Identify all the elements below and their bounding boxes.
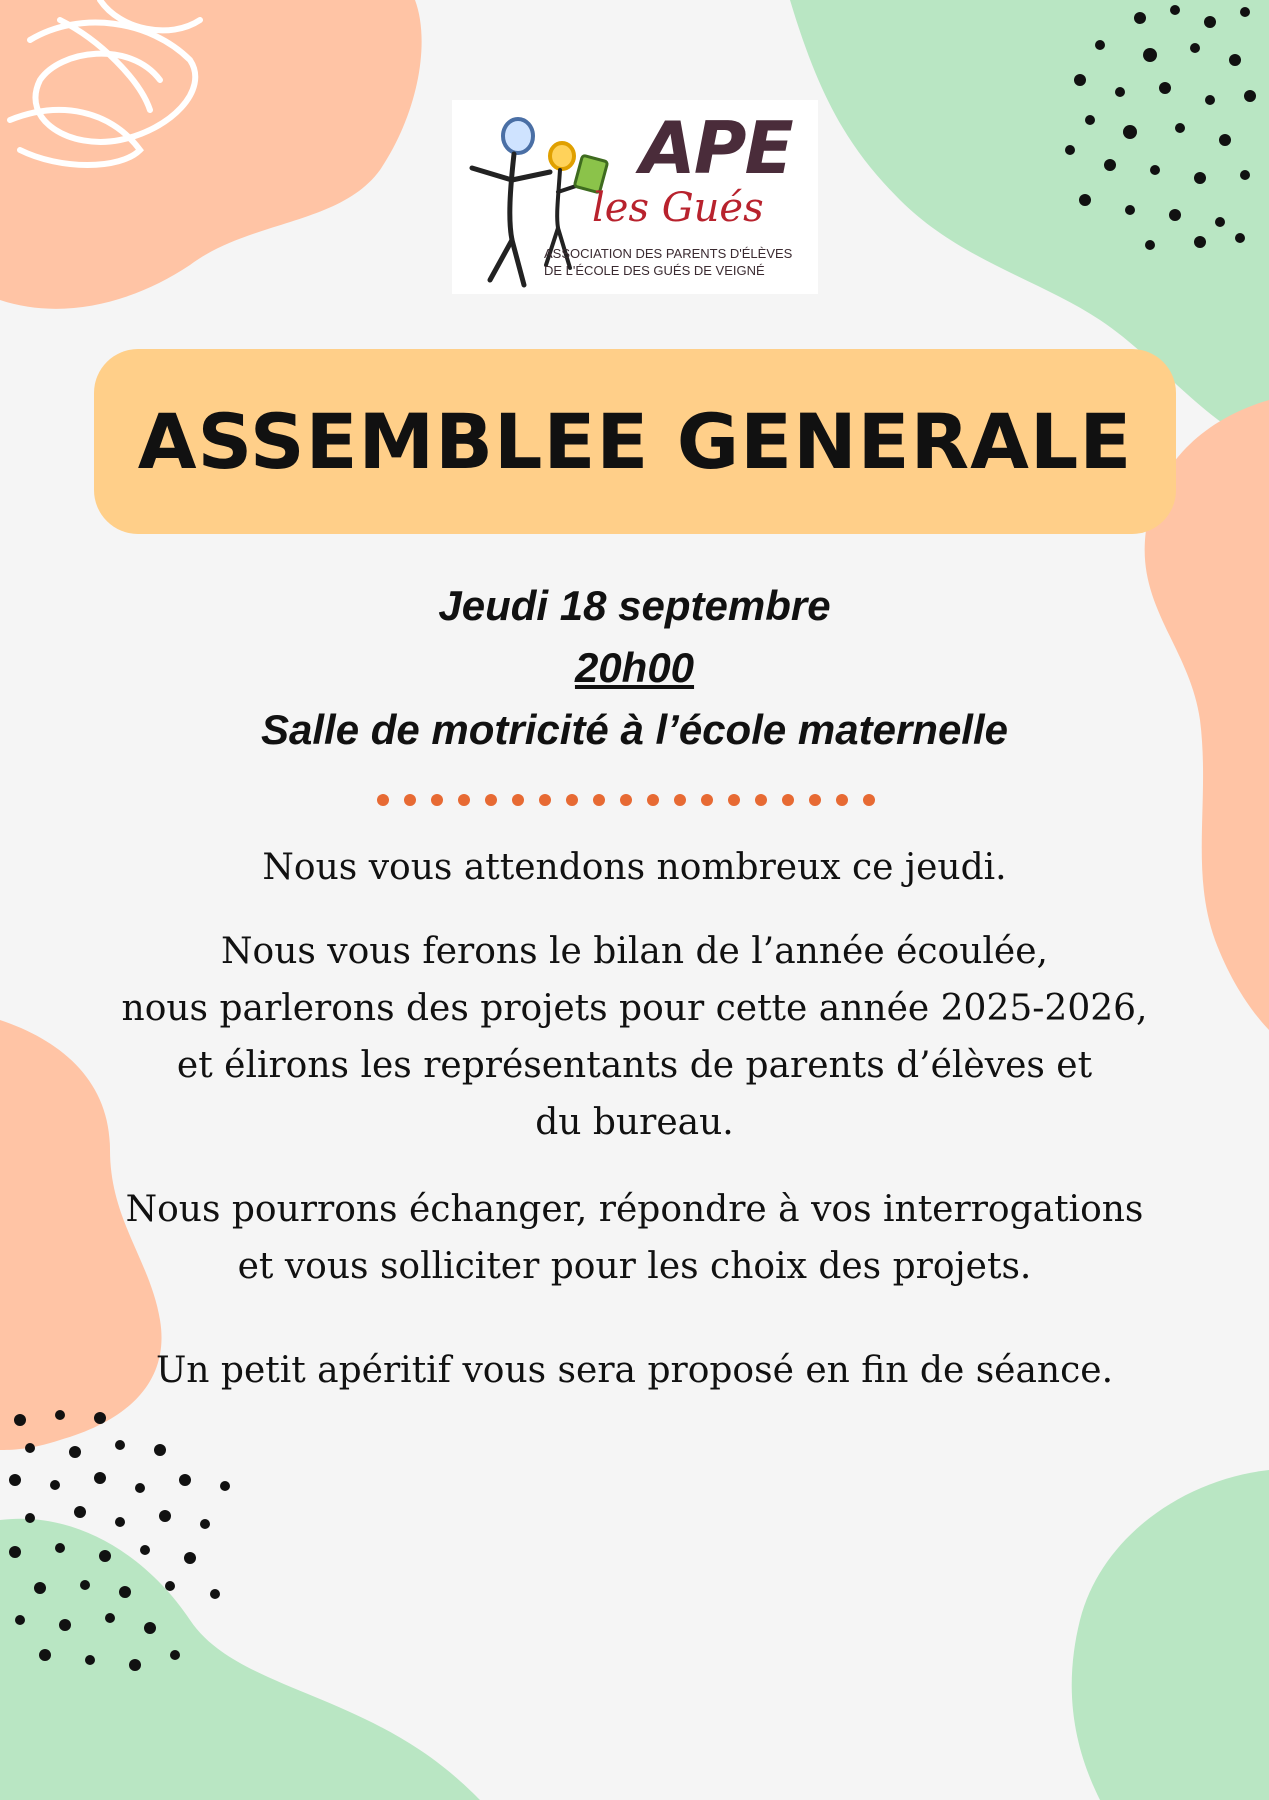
event-time-text: 20h00	[574, 644, 695, 691]
event-date: Jeudi 18 septembre	[438, 582, 831, 629]
paragraph-exchange	[0, 1181, 1269, 1295]
event-time	[0, 644, 1269, 692]
logo-association-text	[544, 245, 792, 279]
page-title: ASSEMBLEE GENERALE	[137, 397, 1133, 486]
paragraph-agenda-line: nous parlerons des projets pour cette année 2025-2026,	[121, 988, 1148, 1029]
green-blob-bottom-left	[0, 1519, 480, 1800]
logo-subtitle: les Gués	[592, 185, 764, 231]
logo-ape-text: APE	[640, 106, 792, 190]
paragraph-agenda-line: du bureau.	[535, 1102, 734, 1143]
paragraph-exchange-line: et vous solliciter pour les choix des projets.	[237, 1246, 1032, 1287]
paragraph-agenda-line: et élirons les représentants de parents d’élèves et	[176, 1045, 1093, 1086]
green-blob-bottom-right	[1072, 1470, 1269, 1800]
event-place: Salle de motricité à l’école maternelle	[261, 706, 1008, 753]
dotted-separator	[376, 793, 890, 807]
paragraph-agenda	[0, 923, 1269, 1151]
paragraph-aperitif: Un petit apéritif vous sera proposé en fin de séance.	[155, 1350, 1114, 1391]
paragraph-agenda-line: Nous vous ferons le bilan de l’année écoulée,	[221, 931, 1048, 972]
paragraph-exchange-line: Nous pourrons échanger, répondre à vos interrogations	[125, 1189, 1144, 1230]
logo-assoc-line-1: ASSOCIATION DES PARENTS D'ÉLÈVES	[544, 246, 793, 261]
ape-logo	[452, 100, 818, 294]
paragraph-welcome: Nous vous attendons nombreux ce jeudi.	[262, 847, 1007, 888]
peach-blob-top-left	[0, 0, 422, 309]
logo-assoc-line-2: DE L'ÉCOLE DES GUÉS DE VEIGNÉ	[544, 263, 765, 278]
